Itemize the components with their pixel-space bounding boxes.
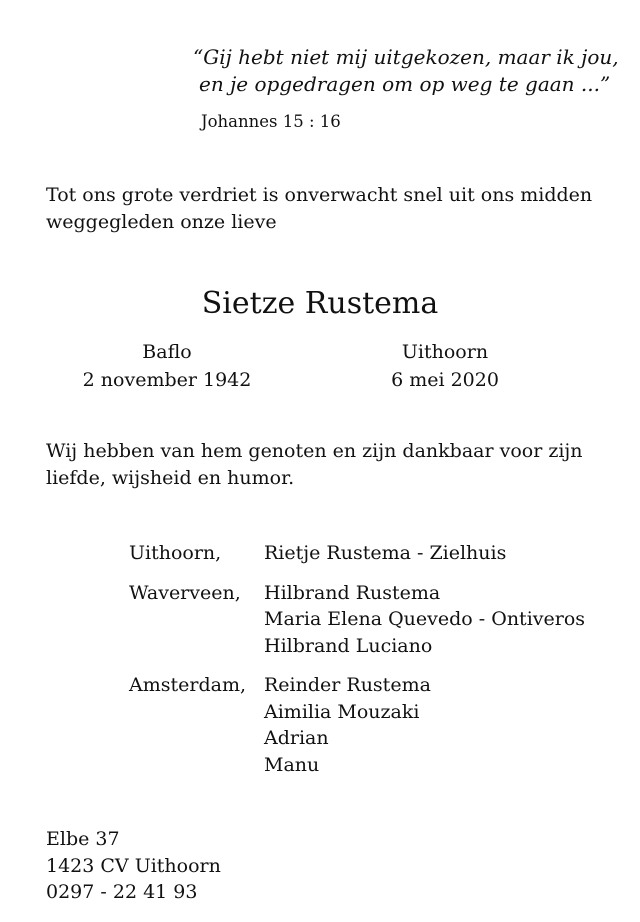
birth-date: 2 november 1942 (82, 369, 252, 391)
family-member: Rietje Rustema - Zielhuis (264, 542, 507, 564)
closing-text (46, 438, 583, 492)
family-group-amsterdam (129, 672, 585, 778)
death-date: 6 mei 2020 (391, 369, 499, 391)
family-member: Maria Elena Quevedo - Ontiveros (264, 608, 586, 630)
quote-line-2: en je opgedragen om op weg te gaan ...” (199, 72, 611, 96)
quote-line-1: “Gij hebt niet mij uitgekozen, maar ik jou, (193, 45, 619, 69)
family-member: Aimilia Mouzaki (264, 700, 420, 723)
death-place: Uithoorn (401, 341, 489, 363)
family-member: Adrian (264, 727, 329, 749)
family-member: Hilbrand Luciano (264, 634, 433, 657)
family-members (264, 672, 585, 778)
contact-address (46, 826, 221, 906)
family-members (264, 580, 585, 660)
closing-line-1: Wij hebben van hem genoten en zijn dankbaar voor zijn (46, 440, 583, 462)
deceased-name: Sietze Rustema (201, 286, 439, 321)
intro-text (46, 182, 592, 236)
quote-reference: Johannes 15 : 16 (201, 112, 341, 131)
family-place: Waverveen, (129, 581, 241, 604)
family-place: Amsterdam, (129, 674, 246, 696)
address-phone: 0297 - 22 41 93 (46, 881, 198, 903)
family-group-uithoorn (129, 540, 585, 567)
family-group-waverveen (129, 580, 585, 660)
birth-place: Baflo (142, 341, 192, 363)
family-list (129, 540, 585, 791)
family-member: Manu (264, 753, 320, 776)
family-members (264, 540, 585, 567)
death-info (345, 338, 545, 394)
birth-info (67, 338, 267, 394)
address-street: Elbe 37 (46, 828, 120, 850)
closing-line-2: liefde, wijsheid en humor. (46, 467, 295, 489)
address-postal-city: 1423 CV Uithoorn (46, 854, 221, 877)
intro-line-2: weggegleden onze lieve (46, 211, 277, 233)
bible-quote (193, 44, 619, 98)
family-place: Uithoorn, (129, 542, 222, 564)
intro-line-1: Tot ons grote verdriet is onverwacht snel uit ons midden (46, 184, 593, 206)
family-member: Hilbrand Rustema (264, 581, 441, 604)
family-member: Reinder Rustema (264, 674, 431, 696)
